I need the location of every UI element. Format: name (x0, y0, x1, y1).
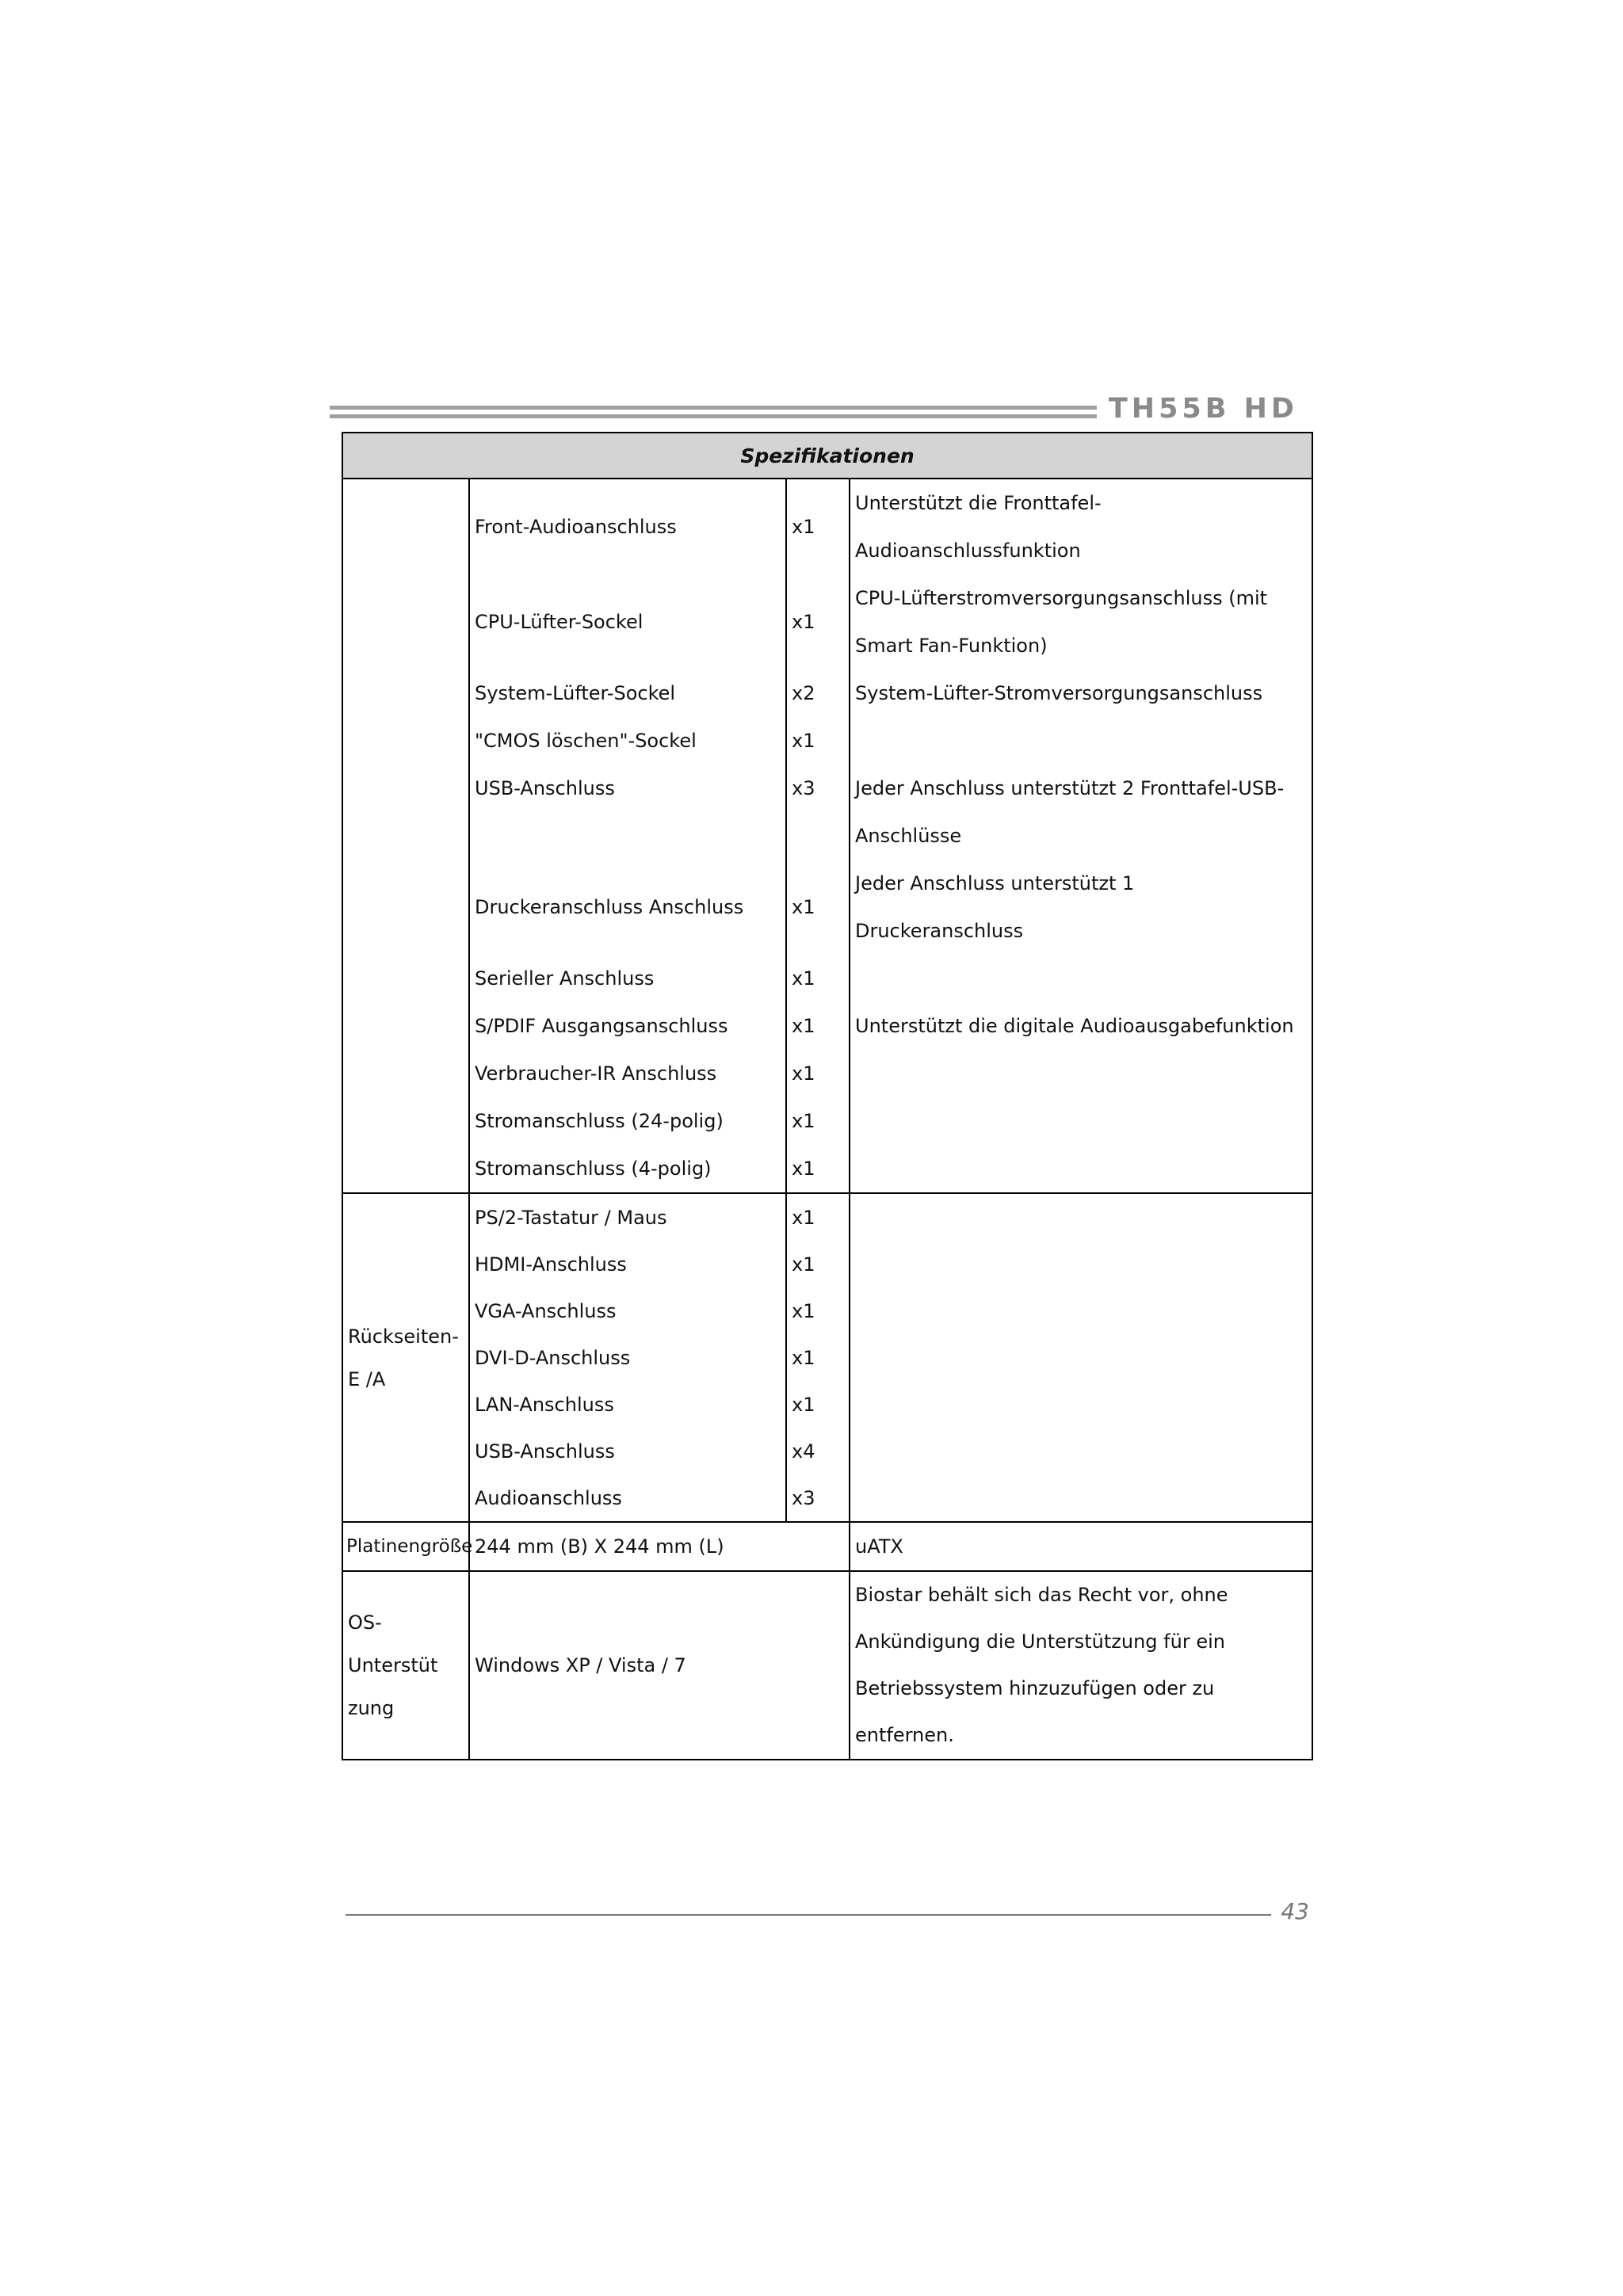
connector-qty: x1 (786, 717, 850, 765)
table-title: Spezifikationen (342, 433, 1312, 479)
rear-category: Rückseiten-E /A (342, 1193, 469, 1522)
connector-qty: x1 (786, 479, 850, 574)
connector-name: USB-Anschluss (469, 765, 786, 860)
connector-qty: x1 (786, 1145, 850, 1193)
board-value: 244 mm (B) X 244 mm (L) (469, 1522, 850, 1571)
board-note: uATX (850, 1522, 1312, 1571)
rear-port-note (850, 1381, 1312, 1428)
connector-name: Stromanschluss (4-polig) (469, 1145, 786, 1193)
connector-note: Unterstützt die digitale Audioausgabefunktion (850, 1002, 1312, 1050)
rear-port-qty: x1 (786, 1241, 850, 1287)
connector-qty: x1 (786, 955, 850, 1002)
connector-qty: x3 (786, 765, 850, 860)
connector-name: Stromanschluss (24-polig) (469, 1097, 786, 1145)
os-value: Windows XP / Vista / 7 (469, 1571, 850, 1760)
os-category: OS-Unterstüt zung (342, 1571, 469, 1760)
connector-note: Jeder Anschluss unterstützt 1 Druckeranschluss (850, 860, 1312, 955)
rear-port-qty: x1 (786, 1334, 850, 1381)
rear-port-qty: x1 (786, 1287, 850, 1334)
connector-name: Serieller Anschluss (469, 955, 786, 1002)
connector-qty: x1 (786, 1050, 850, 1097)
header-rule (330, 406, 1097, 423)
connector-note: CPU-Lüfterstromversorgungsanschluss (mit Smart Fan-Funktion) (850, 574, 1312, 669)
connector-qty: x1 (786, 860, 850, 955)
connector-name: System-Lüfter-Sockel (469, 669, 786, 717)
rear-port-qty: x1 (786, 1193, 850, 1241)
connector-qty: x2 (786, 669, 850, 717)
rear-port-name: Audioanschluss (469, 1474, 786, 1522)
rear-port-qty: x4 (786, 1428, 850, 1474)
rear-port-name: USB-Anschluss (469, 1428, 786, 1474)
connector-qty: x1 (786, 574, 850, 669)
spec-table (342, 432, 1313, 1760)
rear-port-name: HDMI-Anschluss (469, 1241, 786, 1287)
connector-name: Verbraucher-IR Anschluss (469, 1050, 786, 1097)
connector-note: Unterstützt die Fronttafel-Audioanschlussfunktion (850, 479, 1312, 574)
rear-port-qty: x1 (786, 1381, 850, 1428)
footer-rule (346, 1914, 1271, 1916)
rear-port-note (850, 1334, 1312, 1381)
connector-note (850, 717, 1312, 765)
rear-port-note (850, 1474, 1312, 1522)
connector-name: CPU-Lüfter-Sockel (469, 574, 786, 669)
connector-name: Druckeranschluss Anschluss (469, 860, 786, 955)
rear-port-name: DVI-D-Anschluss (469, 1334, 786, 1381)
connector-note (850, 1097, 1312, 1145)
connector-note: System-Lüfter-Stromversorgungsanschluss (850, 669, 1312, 717)
connector-note (850, 1050, 1312, 1097)
connector-note (850, 1145, 1312, 1193)
rear-port-name: VGA-Anschluss (469, 1287, 786, 1334)
connector-qty: x1 (786, 1097, 850, 1145)
board-category: Platinengröße (342, 1522, 469, 1571)
rear-port-name: LAN-Anschluss (469, 1381, 786, 1428)
internal-connectors (342, 479, 1312, 1193)
connector-name: S/PDIF Ausgangsanschluss (469, 1002, 786, 1050)
rear-port-note (850, 1287, 1312, 1334)
rear-io (342, 1193, 1312, 1522)
rear-port-note (850, 1193, 1312, 1241)
rear-port-note (850, 1241, 1312, 1287)
connector-note: Jeder Anschluss unterstützt 2 Fronttafel-USB-Anschlüsse (850, 765, 1312, 860)
rear-port-qty: x3 (786, 1474, 850, 1522)
connector-name: Front-Audioanschluss (469, 479, 786, 574)
os-note: Biostar behält sich das Recht vor, ohne Ankündigung die Unterstützung für ein Betriebssystem hinzuzufügen oder zu entfernen. (850, 1571, 1312, 1760)
internal-category (342, 479, 469, 1193)
connector-qty: x1 (786, 1002, 850, 1050)
connector-note (850, 955, 1312, 1002)
rear-port-note (850, 1428, 1312, 1474)
page-number: 43 (1281, 1898, 1309, 1924)
model-title: TH55B HD (1108, 393, 1298, 425)
rear-port-name: PS/2-Tastatur / Maus (469, 1193, 786, 1241)
connector-name: "CMOS löschen"-Sockel (469, 717, 786, 765)
